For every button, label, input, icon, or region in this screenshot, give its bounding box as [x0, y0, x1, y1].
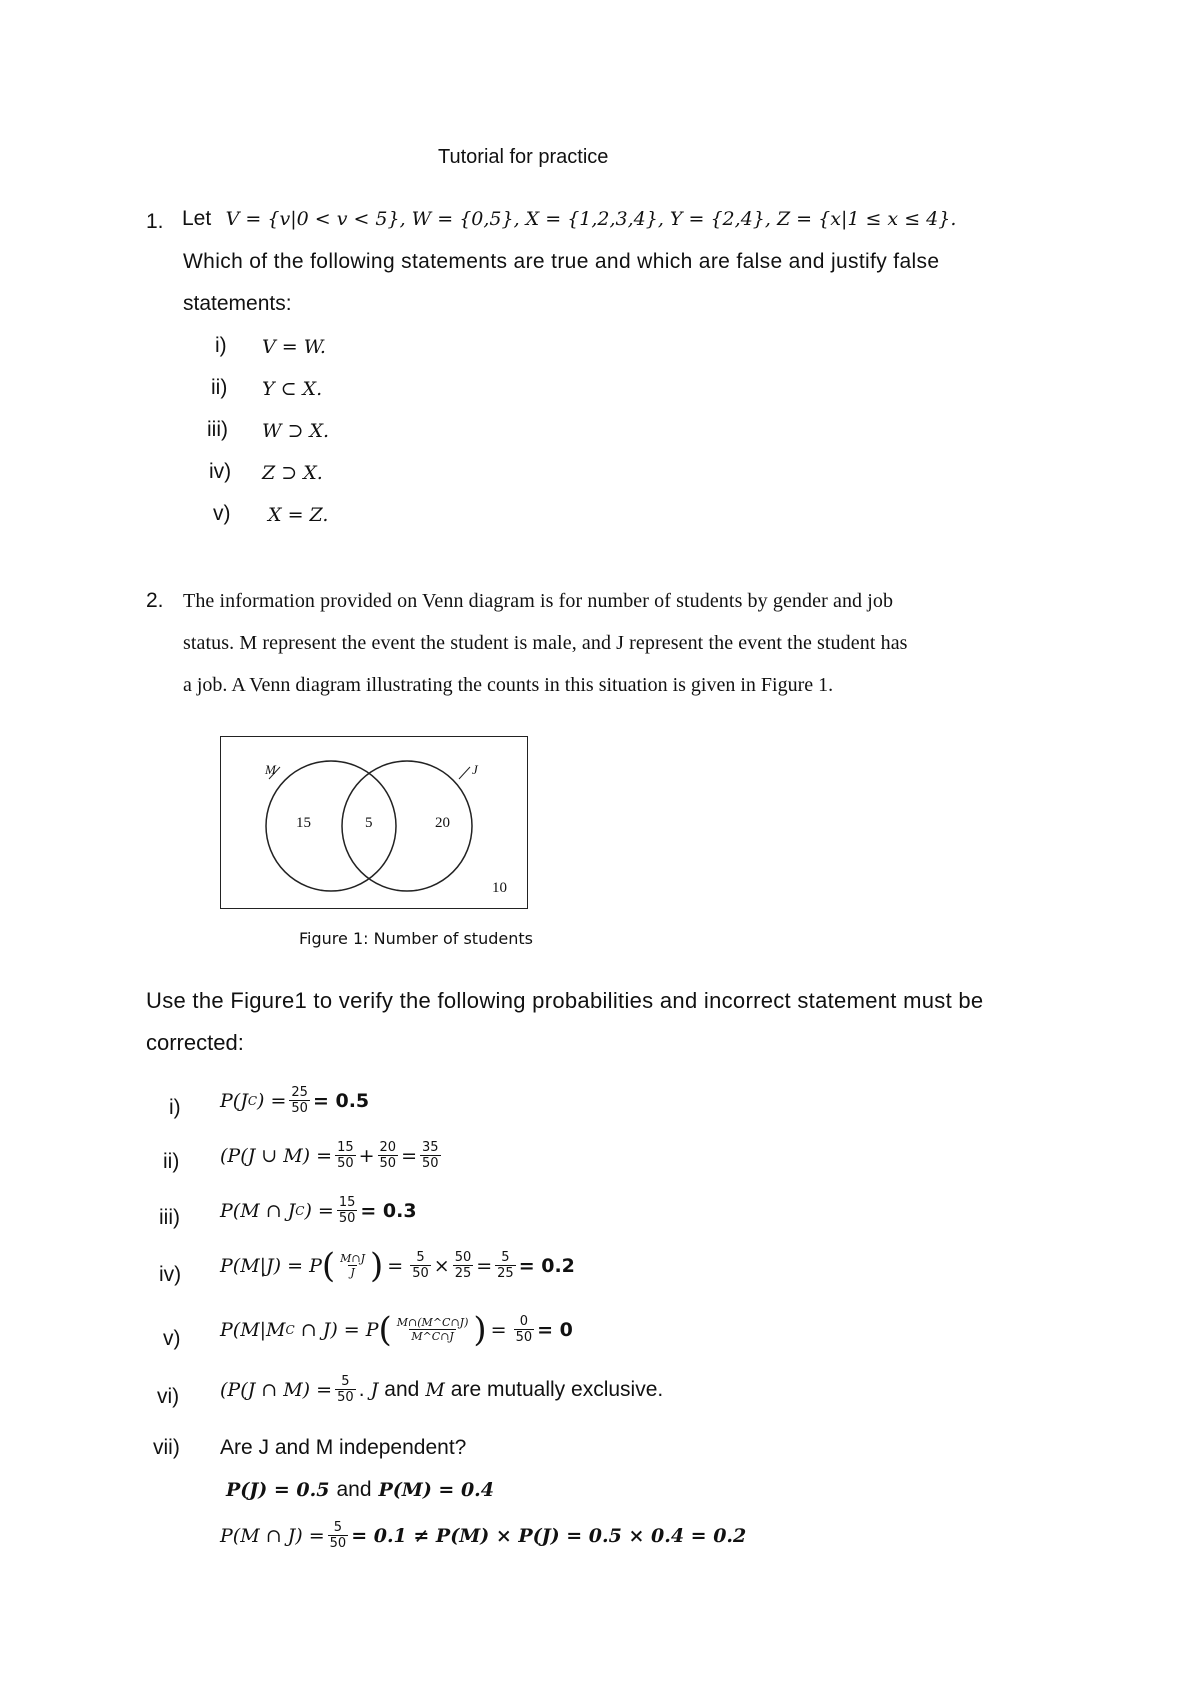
venn-only-j: 20 [435, 815, 450, 831]
q1-line3: statements: [183, 292, 292, 315]
q2-item-vii-line2: P(M ∩ J) = $\frac{5}{50}$ = 0.1 ≠ P(M) × P(J) = 0.5 × 0.4 = 0.2 [220, 1520, 747, 1551]
q2-number: 2. [146, 589, 164, 612]
q2-item-v: P(M|M C ∩ J) = P ( $\frac{M\cap(M\^{}C\cap J)}{M\^{}C\cap J}$ ) = $\frac{0}{50}$ = 0 [220, 1309, 573, 1350]
fraction: $\frac{5}{25}$ [497, 1250, 514, 1281]
q1-line2: Which of the following statements are true and which are false and justify false [183, 250, 940, 273]
label-j-tick [459, 767, 470, 779]
q1-item-label: iv) [209, 460, 232, 483]
q1-item-expr: X = Z. [268, 504, 329, 526]
venn-diagram [220, 736, 528, 909]
fraction: $\frac{M\cap(M\^{}C\cap J)}{M\^{}C\cap J}$ [396, 1316, 469, 1343]
q1-line1 [182, 207, 956, 231]
q2-line3: a job. A Venn diagram illustrating the counts in this situation is given in Figure 1. [183, 674, 834, 696]
venn-intersection: 5 [365, 815, 373, 831]
q2-instruction-2: corrected: [146, 1030, 244, 1055]
fraction: $\frac{5}{50}$ [412, 1250, 429, 1281]
q1-item-label: i) [215, 334, 227, 357]
fraction: $\frac{0}{50}$ [515, 1314, 533, 1345]
venn-only-m: 15 [296, 815, 311, 831]
q1-item-expr: Y ⊂ X. [262, 378, 323, 400]
q1-sets: V = {v|0 < v < 5}, W = {0,5}, X = {1,2,3,4}, Y = {2,4}, Z = {x|1 ≤ x ≤ 4}. [225, 208, 957, 230]
q1-number: 1. [146, 210, 164, 233]
q2-item-i: P(J C ) = $\frac{25}{50}$ = 0.5 [220, 1085, 370, 1116]
q2-item-iv: P(M|J) = P ( $\frac{M\cap J}{J}$ ) = $\frac{5}{50}$ × $\frac{50}{25}$ = $\frac{5}{25}$ = 0.2 [220, 1245, 575, 1286]
page-title: Tutorial for practice [438, 146, 609, 168]
fraction: $\frac{5}{50}$ [329, 1520, 347, 1551]
q2-line1: The information provided on Venn diagram is for number of students by gender and job [183, 590, 894, 612]
figure-caption: Figure 1: Number of students [299, 929, 533, 948]
q2-item-label: iii) [159, 1206, 180, 1229]
q1-item-expr: W ⊃ X. [262, 420, 330, 442]
circle-j [342, 761, 472, 891]
fraction: $\frac{25}{50}$ [291, 1085, 308, 1116]
q2-item-label: iv) [159, 1263, 182, 1286]
q2-item-ii: (P(J ∪ M) = $\frac{15}{50}$ + $\frac{20}{50}$ = $\frac{35}{50}$ [220, 1140, 439, 1171]
q2-item-vii-question: Are J and M independent? [220, 1436, 467, 1459]
q2-line2: status. M represent the event the student is male, and J represent the event the student has [183, 632, 908, 654]
venn-label-j: J [472, 762, 478, 777]
q1-item-expr: V = W. [262, 336, 326, 358]
q2-item-label: vii) [153, 1436, 180, 1459]
q2-item-label: i) [169, 1096, 181, 1119]
circle-m [266, 761, 396, 891]
q2-item-iii: P(M ∩ J C ) = $\frac{15}{50}$ = 0.3 [220, 1195, 417, 1226]
fraction: $\frac{15}{50}$ [337, 1140, 354, 1171]
q1-let: Let [182, 207, 212, 230]
venn-label-m: M [265, 762, 276, 777]
q2-item-label: ii) [163, 1150, 180, 1173]
fraction: $\frac{50}{25}$ [454, 1250, 472, 1281]
q2-item-vi: (P(J ∩ M) = $\frac{5}{50}$ . J and M are mutually exclusive. [220, 1374, 664, 1405]
fraction: $\frac{15}{50}$ [338, 1195, 356, 1226]
q1-item-expr: Z ⊃ X. [262, 462, 323, 484]
fraction: $\frac{35}{50}$ [422, 1140, 439, 1171]
fraction: $\frac{M\cap J}{J}$ [340, 1252, 366, 1279]
fraction: $\frac{5}{50}$ [337, 1374, 354, 1405]
q2-instruction-1: Use the Figure1 to verify the following probabilities and incorrect statement must be [146, 988, 984, 1013]
q1-item-label: v) [213, 502, 231, 525]
q2-item-label: v) [163, 1327, 181, 1350]
q1-item-label: ii) [211, 376, 228, 399]
q2-item-label: vi) [157, 1385, 180, 1408]
venn-outside: 10 [492, 880, 507, 896]
q2-item-vii-line1: P(J) = 0.5 and P(M) = 0.4 [226, 1478, 495, 1501]
fraction: $\frac{20}{50}$ [379, 1140, 397, 1171]
q1-item-label: iii) [207, 418, 228, 441]
